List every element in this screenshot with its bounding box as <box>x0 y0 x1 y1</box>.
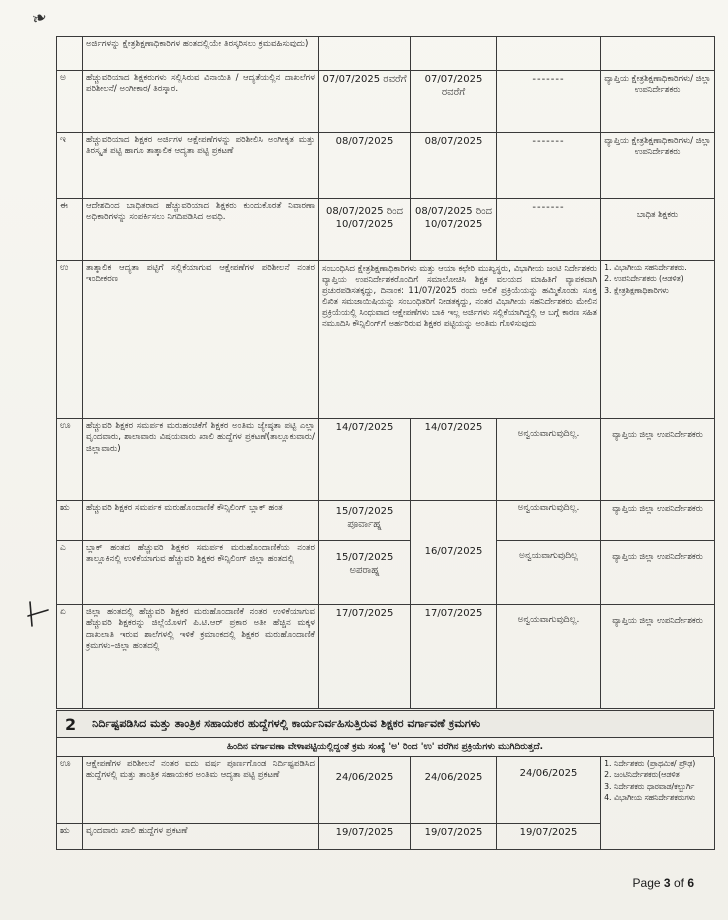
section-number: 2 <box>65 714 77 734</box>
table-row <box>57 37 715 71</box>
row-description: ಆಕ್ಷೇಪಣೆಗಳ ಪರಿಶೀಲನೆ ನಂತರ ಐದು ವರ್ಷ ಪೂರ್ಣಗೊಂಡ ನಿರ್ದಿಷ್ಟಪಡಿಸಿದ ಹುದ್ದೆಗಳಲ್ಲಿ ಮತ್ತು ತಾಂತ್ರಿಕ ಸಹಾಯಕರ ಅಂತಿಮ ಆದ್ಯತಾ ಪಟ್ಟಿ ಪ್ರಕಟಣೆ <box>83 757 319 823</box>
row-date-2: 14/07/2025 <box>411 419 497 501</box>
row-description: ಹೆಚ್ಚುವರಿ ಶಿಕ್ಷಕರ ಸಮರ್ಪಕ ಮರುಹಂಚಿಕೆಗೆ ಶಿಕ್ಷಕರ ಅಂತಿಮ ಜ್ಯೇಷ್ಠತಾ ಪಟ್ಟಿ ಎಲ್ಲಾ ವೃಂದವಾರು, ಶಾಲಾವಾರು ವಿಷಯವಾರು ಖಾಲಿ ಹುದ್ದೆಗಳ ಪ್ರಕಟಣೆ(ತಾಲ್ಲೂಕುವಾರು/ ಜಿಲ್ಲಾವಾರು) <box>83 419 319 501</box>
list-item: 2. ಜಂಟಿನಿರ್ದೇಶಕರು(ಆಡಳಿತ <box>614 770 711 780</box>
row-number: ಋ <box>57 501 83 541</box>
row-col4: ------- <box>497 133 601 199</box>
row-number: ಏ <box>57 605 83 709</box>
row-description: ಹೆಚ್ಚುವರಿ ಶಿಕ್ಷಕರ ಸಮರ್ಪಕ ಮರುಹೊಂದಾಣಿಕೆ ಕೌನ್ಸಿಲಿಂಗ್ ಬ್ಲಾಕ್ ಹಂತ <box>83 501 319 541</box>
section-2-table <box>56 757 715 850</box>
list-item: 3. ನಿರ್ದೇಶಕರು ಧಾರವಾಡ/ಕಲ್ಬುರ್ಗಿ <box>614 782 711 792</box>
row-owner: ವ್ಯಾಪ್ತಿಯ ಜಿಲ್ಲಾ ಉಪನಿರ್ದೇಶಕರು <box>601 419 715 501</box>
corner-scribble-icon: ❧ <box>28 6 51 31</box>
row-date-2: 19/07/2025 <box>411 823 497 849</box>
margin-tick-mark-icon <box>26 596 52 632</box>
list-item: 2. ಉಪನಿರ್ದೇಶಕರು (ಆಡಳಿತ) <box>614 274 711 284</box>
row-date-1: 08/07/2025 <box>319 133 411 199</box>
row-date-1: 15/07/2025 ಅಪರಾಹ್ನ <box>319 541 411 605</box>
table-row <box>57 501 715 541</box>
row-date-2: 24/06/2025 <box>411 757 497 823</box>
row-description: ಹೆಚ್ಚುವರಿಯಾದ ಶಿಕ್ಷಕರ ಅರ್ಜಿಗಳ ಆಕ್ಷೇಪಣೆಗಳನ್ನು ಪರಿಶೀಲಿಸಿ ಅಂಗೀಕೃತ ಮತ್ತು ತಿರಸ್ಕೃತ ಪಟ್ಟಿ ಹಾಗೂ ತಾತ್ಕಾಲಿಕ ಆದ್ಯತಾ ಪಟ್ಟಿ ಪ್ರಕಟಣೆ <box>83 133 319 199</box>
row-description: ಜಿಲ್ಲಾ ಹಂತದಲ್ಲಿ ಹೆಚ್ಚುವರಿ ಶಿಕ್ಷಕರ ಮರುಹೊಂದಾಣಿಕೆ ನಂತರ ಉಳಿಕೆಯಾಗುವ ಹೆಚ್ಚುವರಿ ಶಿಕ್ಷಕರನ್ನು ಜಿಲ್ಲೆಯೊಳಗೆ ಪಿ.ಟಿ.ಆರ್ ಪ್ರಕಾರ ಅತೀ ಹೆಚ್ಚಿನ ಮಕ್ಕಳ ದಾಖಲಾತಿ ಇರುವ ಶಾಲೆಗಳಲ್ಲಿ ಇಳಿಕೆ ಕ್ರಮಾಂಕದಲ್ಲಿ ಶಿಕ್ಷಕರ ಮರುಹೊಂದಾಣಿಕೆ ಕ್ರಮಗಳು–ಜಿಲ್ಲಾ ಹಂತದಲ್ಲಿ <box>83 605 319 709</box>
row-owner: ವ್ಯಾಪ್ತಿಯ ಜಿಲ್ಲಾ ಉಪನಿರ್ದೇಶಕರು <box>601 541 715 605</box>
row-date-1: 17/07/2025 <box>319 605 411 709</box>
row-owner <box>601 757 715 849</box>
row-number: ಉ <box>57 261 83 419</box>
row-owner: ಬಾಧಿತ ಶಿಕ್ಷಕರು <box>601 199 715 261</box>
row-owner <box>601 261 715 419</box>
table-row <box>57 541 715 605</box>
row-number: ಅ <box>57 71 83 133</box>
schedule-table <box>56 36 715 709</box>
page-current: 3 <box>663 876 671 890</box>
row-col4: ಅನ್ವಯವಾಗುವುದಿಲ್ಲ <box>497 541 601 605</box>
row-date-1: 14/07/2025 <box>319 419 411 501</box>
row-owner: ವ್ಯಾಪ್ತಿಯ ಕ್ಷೇತ್ರಶಿಕ್ಷಣಾಧಿಕಾರಿಗಳು/ ಜಿಲ್ಲಾ ಉಪನಿರ್ದೇಶಕರು <box>601 133 715 199</box>
list-item: 3. ಕ್ಷೇತ್ರಶಿಕ್ಷಣಾಧಿಕಾರಿಗಳು <box>614 286 711 296</box>
list-item: 1. ನಿರ್ದೇಶಕರು (ಪ್ರಾಥಮಿಕ/ ಪ್ರೌಢ) <box>614 759 711 769</box>
row-col4: ------- <box>497 71 601 133</box>
row-description: ಬ್ಲಾಕ್ ಹಂತದ ಹೆಚ್ಚುವರಿ ಶಿಕ್ಷಕರ ಸಮರ್ಪಕ ಮರುಹೊಂದಾಣಿಕೆಯ ನಂತರ ತಾಲ್ಲೂಕಿನಲ್ಲಿ ಉಳಿಕೆಯಾಗುವ ಹೆಚ್ಚುವರಿ ಶಿಕ್ಷಕರ ಕೌನ್ಸಿಲಿಂಗ್ ಜಿಲ್ಲಾ ಹಂತದಲ್ಲಿ <box>83 541 319 605</box>
row-date-2: 08/07/2025 <box>411 133 497 199</box>
section-title: ನಿರ್ದಿಷ್ಟಪಡಿಸಿದ ಮತ್ತು ತಾಂತ್ರಿಕ ಸಹಾಯಕರ ಹುದ್ದೆಗಳಲ್ಲಿ ಕಾರ್ಯನಿರ್ವಹಿಸುತ್ತಿರುವ ಶಿಕ್ಷಕರ ವರ್ಗಾವಣೆ ಕ್ರಮಗಳು <box>92 717 481 730</box>
row-owner: ವ್ಯಾಪ್ತಿಯ ಜಿಲ್ಲಾ ಉಪನಿರ್ದೇಶಕರು <box>601 605 715 709</box>
table-row <box>57 133 715 199</box>
page-label: Page <box>632 876 661 890</box>
row-number: ಋ <box>57 823 83 849</box>
row-col4: ಅನ್ವಯವಾಗುವುದಿಲ್ಲ. <box>497 605 601 709</box>
table-row <box>57 757 715 823</box>
row-date-2: 08/07/2025 ರಿಂದ 10/07/2025 <box>411 199 497 261</box>
row-number <box>57 37 83 71</box>
row-date-3: 24/06/2025 <box>497 757 601 823</box>
section-note: ಹಿಂದಿನ ವರ್ಗಾವಣಾ ವೇಳಾಪಟ್ಟಿಯಲ್ಲಿದ್ದಂತೆ ಕ್ರಮ ಸಂಖ್ಯೆ 'ಅ' ರಿಂದ 'ಉ' ವರೆಗಿನ ಪ್ರಕ್ರಿಯೆಗಳು ಮುಗಿದಿರುತ್ತದೆ. <box>56 738 714 757</box>
row-date-2: 17/07/2025 <box>411 605 497 709</box>
table-row <box>57 605 715 709</box>
row-date-2: 07/07/2025 ರವರೆಗೆ <box>411 71 497 133</box>
row-col4: ಅನ್ವಯವಾಗುವುದಿಲ್ಲ. <box>497 419 601 501</box>
table-row <box>57 419 715 501</box>
row-description: ಹೆಚ್ಚುವರಿಯಾದ ಶಿಕ್ಷಕರುಗಳು ಸಲ್ಲಿಸಿರುವ ವಿನಾಯಿತಿ / ಆದ್ಯತೆಯಲ್ಲಿನ ದಾಖಲೆಗಳ ಪರಿಶೀಲನೆ/ ಅಂಗೀಕಾರ/ ತಿರಸ್ಕಾರ. <box>83 71 319 133</box>
page-number <box>633 876 694 890</box>
row-owner: ವ್ಯಾಪ್ತಿಯ ಕ್ಷೇತ್ರಶಿಕ್ಷಣಾಧಿಕಾರಿಗಳು/ ಜಿಲ್ಲಾ ಉಪನಿರ್ದೇಶಕರು <box>601 71 715 133</box>
table-row <box>57 261 715 419</box>
row-date-1: 19/07/2025 <box>319 823 411 849</box>
row-col4: ಅನ್ವಯವಾಗುವುದಿಲ್ಲ. <box>497 501 601 541</box>
row-description: ಆದೇಶದಿಂದ ಬಾಧಿತರಾದ ಹೆಚ್ಚುವರಿಯಾದ ಶಿಕ್ಷಕರು ಕುಂದುಕೊರತೆ ನಿವಾರಣಾ ಅಧಿಕಾರಿಗಳನ್ನು ಸಂಪರ್ಕಿಸಲು ನಿಗದಿಪಡಿಸಿದ ಅವಧಿ. <box>83 199 319 261</box>
row-col4: ------- <box>497 199 601 261</box>
table-row <box>57 199 715 261</box>
section-2 <box>56 710 714 850</box>
list-item: 1. ವಿಭಾಗೀಯ ಸಹನಿರ್ದೇಶಕರು. <box>614 263 711 273</box>
table-row <box>57 71 715 133</box>
row-date-1: 24/06/2025 <box>319 757 411 823</box>
row-owner: ವ್ಯಾಪ್ತಿಯ ಜಿಲ್ಲಾ ಉಪನಿರ್ದೇಶಕರು <box>601 501 715 541</box>
row-date-1: 15/07/2025 ಪೂರ್ವಾಹ್ನ <box>319 501 411 541</box>
row-number: ಈ <box>57 199 83 261</box>
row-owner <box>601 37 715 71</box>
row-description: ಅರ್ಜಿಗಳನ್ನು ಕ್ಷೇತ್ರಶಿಕ್ಷಣಾಧಿಕಾರಿಗಳ ಹಂತದಲ್ಲಿಯೇ ತಿರಸ್ಕರಿಸಲು ಕ್ರಮವಹಿಸುವುದು) <box>83 37 319 71</box>
list-item: 4. ವಿಭಾಗೀಯ ಸಹನಿರ್ದೇಶಕರುಗಳು <box>614 793 711 803</box>
row-number: ಊ <box>57 757 83 823</box>
section-2-header <box>56 710 714 738</box>
row-procedure-text: ಸಂಬಂಧಿಸಿದ ಕ್ಷೇತ್ರಶಿಕ್ಷಣಾಧಿಕಾರಿಗಳು ಮತ್ತು ಆಯಾ ಕಛೇರಿ ಮುಖ್ಯಸ್ಥರು, ವಿಭಾಗೀಯ ಜಂಟಿ ನಿರ್ದೇಶಕರು ವ್ಯಾಪ್ತಿಯ ಉಪನಿರ್ದೇಶಕರೊಂದಿಗೆ ಸಮಾಲೋಚಿಸಿ ಶಿಕ್ಷಕ ವಲಯದ ಮಾಹಿತಿಗೆ ವ್ಯಾಪಕವಾಗಿ ಪ್ರಚುರಪಡಿಸತಕ್ಕದ್ದು, ದಿನಾಂಕ: 11/07/2025 ರಂದು ಆಲಿಕೆ ಪ್ರಕ್ರಿಯೆಯನ್ನು ಹಮ್ಮಿಕೊಂಡು ಸೂಕ್ತ ಲಿಖಿತ ಸಮಜಾಯಿಷಿಯನ್ನು ಸಂಬಂಧಿತರಿಗೆ ನೀಡತಕ್ಕದ್ದು, ನಂತರ ವಿಭಾಗೀಯ ಸಹನಿರ್ದೇಶಕರು ಮೇಲಿನ ಪ್ರಕ್ರಿಯೆಯಲ್ಲಿ ಸಿಂಧುವಾದ ಆಕ್ಷೇಪಣೆಗಳು ಬಾಕಿ ಇಲ್ಲ ಅರ್ಜಿಗಳು ಸಲ್ಲಿಕೆಯಾಗಿದ್ದಲ್ಲಿ ಆ ಬಗ್ಗೆ ಕಾರಣ ಸಹಿತ ನಮೂದಿಸಿ ಕೌನ್ಸಿಲಿಂಗ್‌ಗೆ ಅರ್ಹರಿರುವ ಶಿಕ್ಷಕರ ಪಟ್ಟಿಯನ್ನು ಅಂತಿಮ ಗೊಳಿಸುವುದು <box>319 261 601 419</box>
owner-list <box>604 759 711 803</box>
row-date-3: 19/07/2025 <box>497 823 601 849</box>
row-number: ಊ <box>57 419 83 501</box>
row-description: ವೃಂದವಾರು ಖಾಲಿ ಹುದ್ದೆಗಳ ಪ್ರಕಟಣೆ <box>83 823 319 849</box>
row-description: ತಾತ್ಕಾಲಿಕ ಆದ್ಯತಾ ಪಟ್ಟಿಗೆ ಸಲ್ಲಿಕೆಯಾಗುವ ಆಕ್ಷೇಪಣೆಗಳ ಪರಿಶೀಲನೆ ನಂತರ ಇಂದೀಕರಣ <box>83 261 319 419</box>
row-number: ಇ <box>57 133 83 199</box>
owner-list <box>604 263 711 296</box>
row-date-2: 16/07/2025 <box>411 501 497 605</box>
row-col4 <box>497 37 601 71</box>
row-date-2 <box>411 37 497 71</box>
row-date-1: 08/07/2025 ರಿಂದ 10/07/2025 <box>319 199 411 261</box>
page-total: 6 <box>687 876 694 890</box>
row-date-1: 07/07/2025 ರವರೆಗೆ <box>319 71 411 133</box>
row-date-1 <box>319 37 411 71</box>
page-of: of <box>673 876 684 890</box>
row-number: ಎ <box>57 541 83 605</box>
